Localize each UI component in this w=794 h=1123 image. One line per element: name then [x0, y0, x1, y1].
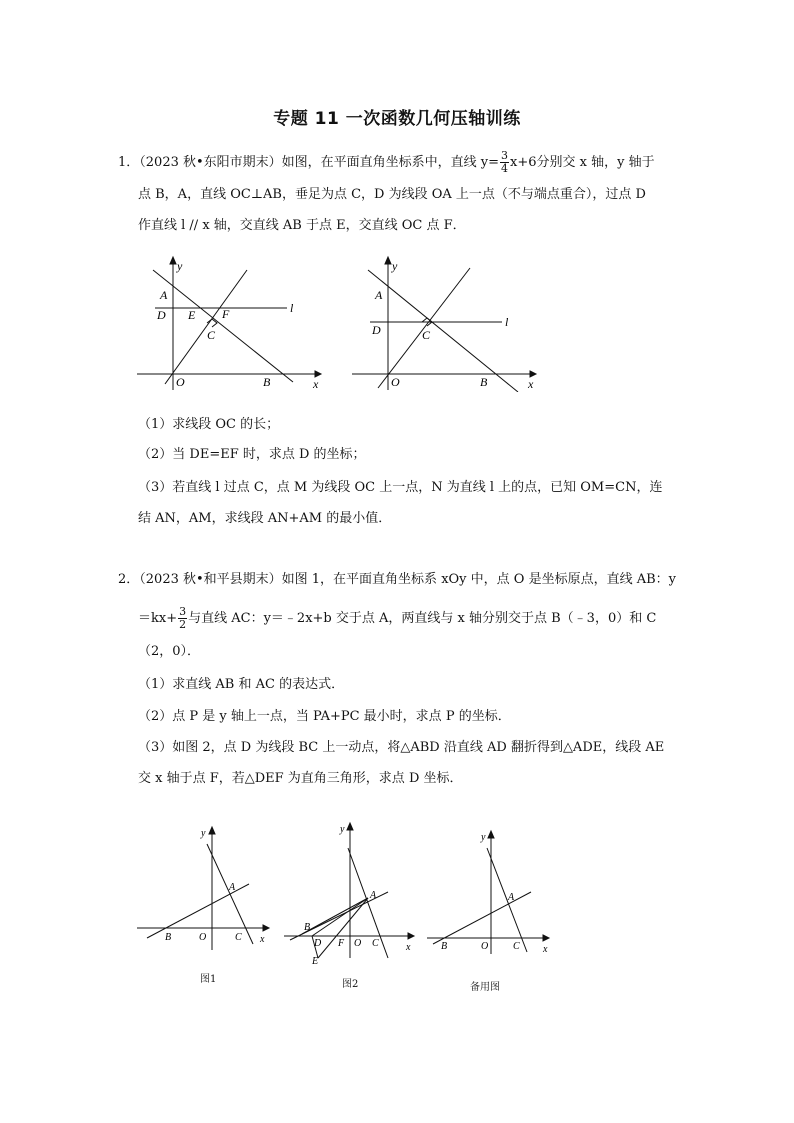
p1f1-y-arrow: [170, 257, 176, 264]
p2f3-label-o: O: [481, 941, 489, 952]
p2f1-y-arrow: [209, 827, 215, 834]
p2-question-3a: （3）如图 2，点 D 为线段 BC 上一动点，将△ABD 沿直线 AD 翻折得到△ADE，线段 AE: [138, 740, 665, 755]
p1f1-label-l: l: [290, 301, 294, 315]
p1f2-label-x: x: [528, 377, 534, 391]
p2-figure-2-caption: 图2: [342, 979, 359, 990]
p2f2-x-arrow: [408, 933, 414, 939]
p2f3-label-c: C: [513, 941, 520, 952]
p1-frac-den: 4: [501, 162, 509, 175]
p2f2-label-o: O: [354, 938, 362, 949]
p2f1-line-ac: [207, 844, 253, 944]
p2f1-label-x: x: [260, 934, 265, 945]
p2f1-label-a: A: [229, 882, 236, 893]
p1f1-label-x: x: [313, 377, 319, 391]
p2f3-label-a: A: [508, 892, 515, 903]
p2f2-label-x: x: [406, 942, 411, 953]
p2f3-y-arrow: [488, 831, 494, 838]
p2f2-y-arrow: [347, 823, 353, 830]
p2-line2: [138, 606, 656, 631]
p1f1-label-c: C: [207, 328, 216, 342]
p1-question-2: （2）当 DE=EF 时，求点 D 的坐标；: [138, 447, 366, 462]
p2f1-label-o: O: [199, 932, 207, 943]
p2-figure-spare: [425, 826, 560, 956]
p2-figure-1: [135, 822, 275, 952]
p1-question-1: （1）求线段 OC 的长；: [138, 417, 280, 432]
p1-fraction: [500, 150, 509, 175]
p1-question-3b: 结 AN，AM，求线段 AN+AM 的最小值．: [138, 511, 392, 526]
p2f3-line-ab: [433, 892, 531, 944]
p1f1-line-oc: [165, 270, 247, 384]
p2-frac-num: 3: [179, 605, 187, 618]
p1-question-3a: （3）若直线 l 过点 C，点 M 为线段 OC 上一点，N 为直线 l 上的点，已知 OM=CN，连: [138, 480, 663, 495]
p2f2-label-a: A: [370, 890, 377, 901]
p1f2-label-l: l: [505, 315, 509, 329]
p1f1-label-d: D: [157, 308, 166, 322]
p2f1-label-y: y: [201, 828, 206, 839]
p2-line2-pre: ＝kx+: [138, 611, 178, 626]
p1f2-label-d: D: [372, 323, 381, 337]
p2f3-line-ac: [487, 848, 527, 952]
p2-question-3b: 交 x 轴于点 F，若△DEF 为直角三角形，求点 D 坐标．: [138, 771, 463, 786]
p1f1-label-f: F: [222, 307, 230, 321]
p2-frac-den: 2: [179, 618, 187, 631]
p2f2-line-ae: [318, 898, 368, 958]
p2f2-label-e: E: [312, 956, 319, 967]
p2f3-label-y: y: [481, 832, 486, 843]
p1-figure-2: [350, 252, 540, 392]
p2f2-label-d: D: [314, 938, 322, 949]
p2f2-label-y: y: [340, 824, 345, 835]
p2-question-1: （1）求直线 AB 和 AC 的表达式．: [138, 677, 345, 692]
p2-figure-1-caption: 图1: [200, 974, 217, 985]
p1f2-label-c: C: [422, 328, 431, 342]
p1f1-label-o: O: [176, 375, 185, 389]
p2f2-line-ad: [312, 898, 368, 936]
p2-fraction: [178, 606, 187, 631]
p2f2-line-ab-fold: [302, 898, 368, 934]
p1f1-label-a: A: [160, 288, 168, 302]
p1f1-label-b: B: [263, 375, 271, 389]
p2f2-label-f: F: [338, 938, 345, 949]
p1f2-label-b: B: [480, 375, 488, 389]
p2f3-label-x: x: [543, 944, 548, 955]
p2-line2-post: 与直线 AC：y＝﹣2x+b 交于点 A，两直线与 x 轴分别交于点 B（﹣3，0）和 C: [188, 611, 657, 626]
p2f1-label-c: C: [235, 932, 242, 943]
p1-figure-1: [135, 252, 325, 392]
page-title: 专题 11 一次函数几何压轴训练: [273, 109, 521, 129]
p1-line1: [118, 150, 655, 175]
p1-frac-num: 3: [501, 149, 509, 162]
p1-line1-post: x+6分别交 x 轴，y 轴于: [510, 155, 655, 170]
p2-figure-spare-caption: 备用图: [470, 982, 500, 993]
p1f1-label-y: y: [177, 259, 183, 273]
p1f1-label-e: E: [188, 308, 196, 322]
p2-question-2: （2）点 P 是 y 轴上一点，当 PA+PC 最小时，求点 P 的坐标．: [138, 709, 511, 724]
p2f1-x-arrow: [263, 925, 269, 931]
p2f3-x-arrow: [543, 935, 549, 941]
p1f2-label-y: y: [392, 259, 398, 273]
p2f3-label-b: B: [441, 941, 448, 952]
p1-line1-pre: 1．（2023 秋•东阳市期末）如图，在平面直角坐标系中，直线 y=: [118, 155, 500, 170]
p2f2-label-b: B: [304, 922, 311, 933]
p2-figure-2: [282, 818, 422, 968]
p2f1-label-b: B: [165, 932, 172, 943]
p1f2-label-a: A: [375, 288, 383, 302]
p1f1-line-ab: [153, 270, 293, 382]
p2-line3: （2，0）．: [138, 644, 201, 659]
p1-line2: 点 B，A，直线 OC⊥AB，垂足为点 C，D 为线段 OA 上一点（不与端点重合），过点 D: [138, 187, 646, 202]
p1f2-y-arrow: [385, 257, 391, 264]
p2-line1: 2．（2023 秋•和平县期末）如图 1，在平面直角坐标系 xOy 中，点 O 是坐标原点，直线 AB：y: [118, 572, 676, 587]
p1-line3: 作直线 l // x 轴，交直线 AB 于点 E，交直线 OC 点 F．: [138, 218, 466, 233]
p1f2-label-o: O: [391, 375, 400, 389]
p2f2-label-c: C: [372, 938, 379, 949]
